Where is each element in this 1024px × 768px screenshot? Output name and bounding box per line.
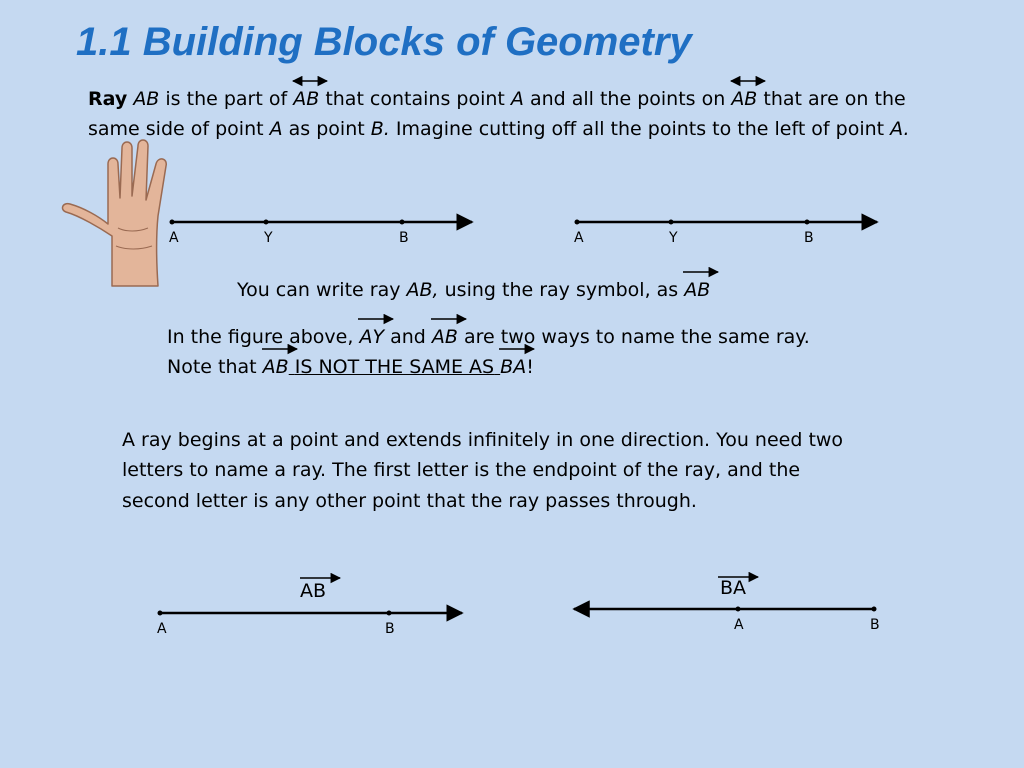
- naming-line-1: In the figure above, AY and AB are two ways to name the same ray.: [167, 322, 810, 352]
- fig1-label-y: Y: [264, 230, 273, 246]
- fig1-label-a: A: [169, 230, 179, 246]
- definition-line-2: same side of point A as point B. Imagine cutting off all the points to the left of point A.: [88, 118, 910, 140]
- explanation-line-3: second letter is any other point that the ray passes through.: [122, 490, 697, 512]
- definition-line-1: Ray AB is the part of AB that contains point A and all the points on AB that are on the: [88, 84, 906, 114]
- fig2-label-a: A: [574, 230, 584, 246]
- point-b: [872, 607, 877, 612]
- point-y: [669, 220, 674, 225]
- point-a: [736, 607, 741, 612]
- ray-symbol-ay: AY: [359, 322, 384, 352]
- fig3-label-b: B: [385, 621, 395, 637]
- fig4-ray-name: BA: [720, 577, 747, 599]
- page-title: 1.1 Building Blocks of Geometry: [76, 20, 692, 64]
- fig2-label-b: B: [804, 230, 814, 246]
- point-b: [400, 220, 405, 225]
- point-a: [170, 220, 175, 225]
- explanation-line-1: A ray begins at a point and extends infinitely in one direction. You need two: [122, 429, 844, 451]
- ray-symbol-ab: AB: [432, 322, 458, 352]
- term-ray: Ray: [88, 88, 128, 110]
- ray-arrow-icon: [681, 267, 721, 277]
- fig4-label-a: A: [734, 617, 744, 633]
- warning-text: AB IS NOT THE SAME AS BA: [263, 356, 527, 378]
- ray-arrow-icon: [429, 314, 469, 324]
- notation-line: You can write ray AB, using the ray symbol, as AB: [237, 275, 710, 305]
- fig4-label-b: B: [870, 617, 880, 633]
- ray-arrow-icon: [497, 344, 537, 354]
- fig3-label-a: A: [157, 621, 167, 637]
- figure-2-ray: [575, 220, 878, 225]
- point-a: [575, 220, 580, 225]
- ray-symbol-ba: BA: [500, 352, 526, 382]
- point-y: [264, 220, 269, 225]
- fig2-label-y: Y: [669, 230, 678, 246]
- ray-symbol-ab: AB: [684, 275, 710, 305]
- ray-symbol-ab: AB: [263, 352, 289, 382]
- explanation-line-2: letters to name a ray. The first letter is the endpoint of the ray, and the: [122, 459, 801, 481]
- ray-name: AB: [133, 88, 160, 110]
- line-symbol-ab-2: AB: [731, 84, 757, 114]
- naming-line-2: Note that AB IS NOT THE SAME AS BA!: [167, 352, 534, 382]
- ray-arrow-icon: [260, 344, 300, 354]
- ray-arrow-icon: [356, 314, 396, 324]
- point-b: [387, 611, 392, 616]
- fig3-ray-name: AB: [300, 580, 327, 602]
- line-symbol-ab: AB: [293, 84, 319, 114]
- fig1-label-b: B: [399, 230, 409, 246]
- point-a: [158, 611, 163, 616]
- point-b: [805, 220, 810, 225]
- figure-1-ray: [170, 220, 473, 225]
